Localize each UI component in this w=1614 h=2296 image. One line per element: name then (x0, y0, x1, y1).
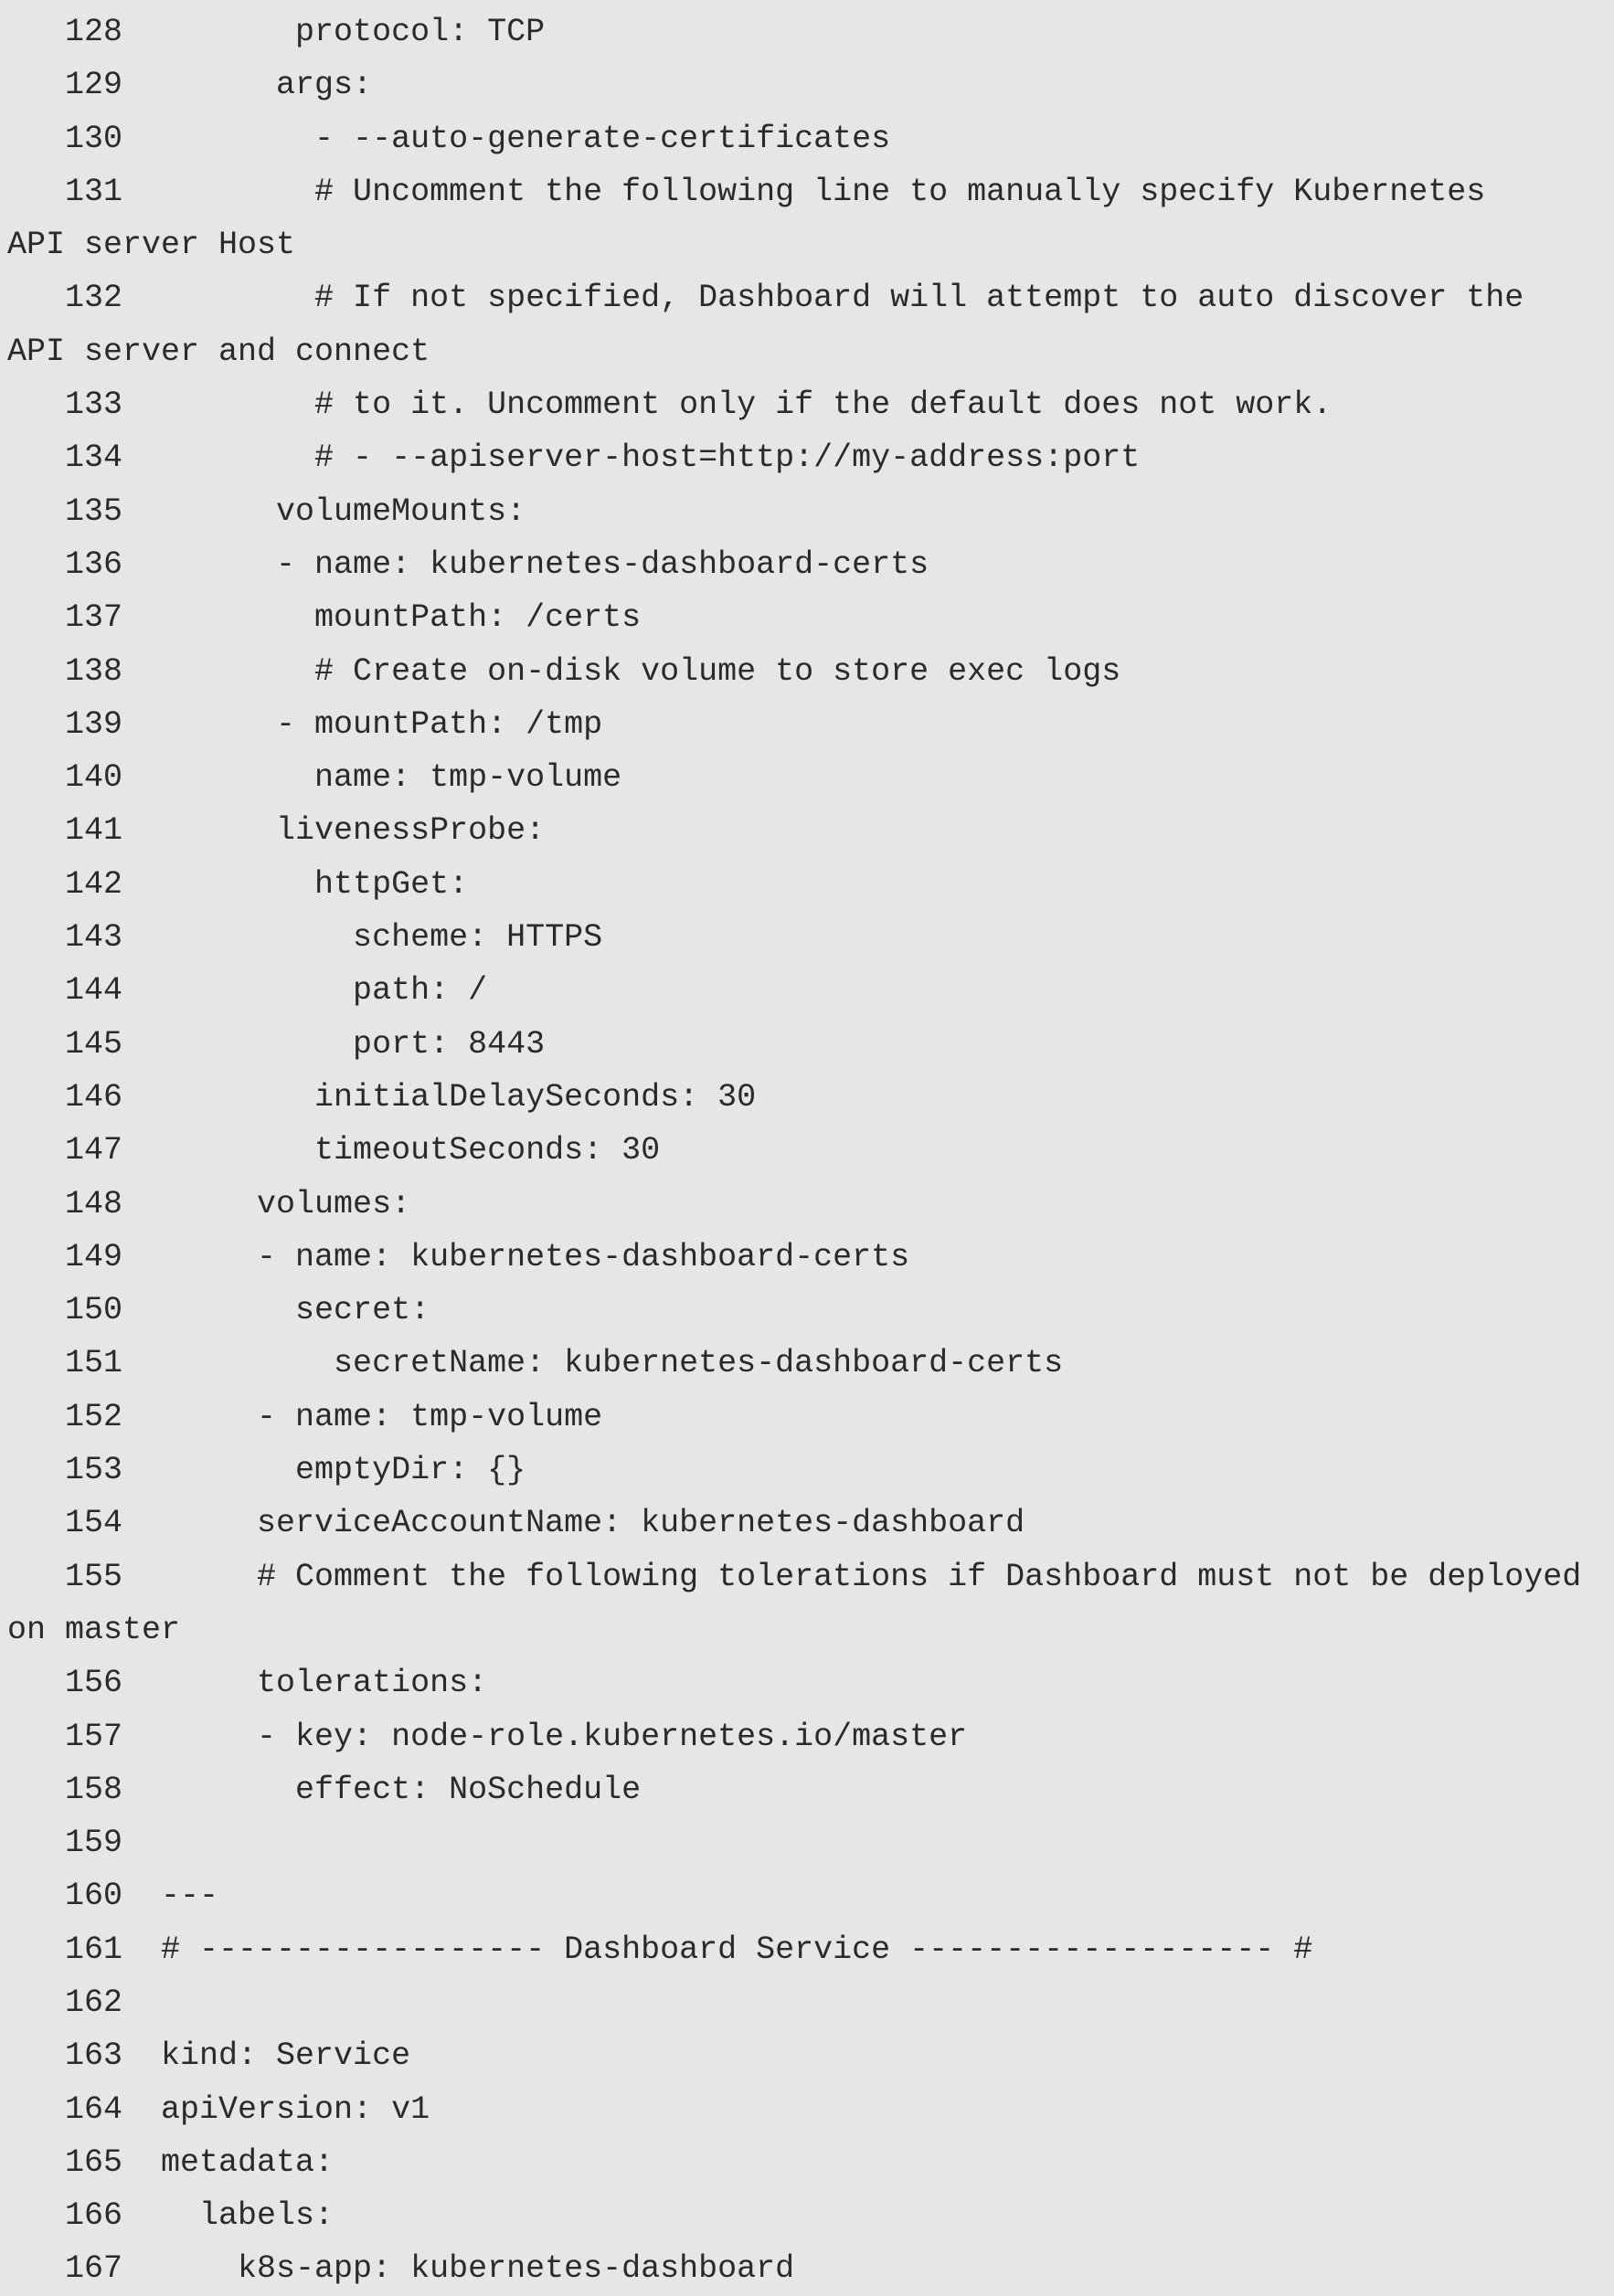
code-line (0, 698, 1614, 751)
code-line (0, 591, 1614, 644)
code-line-text: 165 metadata: (7, 2143, 334, 2181)
code-line (0, 1284, 1614, 1337)
code-line (0, 1816, 1614, 1869)
code-line (0, 1124, 1614, 1177)
code-line (0, 5, 1614, 58)
code-line (0, 1497, 1614, 1550)
code-line (0, 1550, 1614, 1657)
code-line-text: 149 - name: kubernetes-dashboard-certs (7, 1238, 910, 1275)
code-line (0, 751, 1614, 804)
code-line-text: 154 serviceAccountName: kubernetes-dashboard (7, 1505, 1025, 1542)
code-line-text: 135 volumeMounts: (7, 492, 526, 530)
code-line-text: 152 - name: tmp-volume (7, 1398, 603, 1435)
code-line (0, 2242, 1614, 2295)
code-line (0, 378, 1614, 431)
code-line (0, 58, 1614, 111)
code-line-text: 163 kind: Service (7, 2037, 411, 2075)
code-line (0, 1018, 1614, 1071)
code-line-text: 164 apiVersion: v1 (7, 2090, 430, 2128)
code-line (0, 645, 1614, 698)
code-line (0, 112, 1614, 165)
code-line (0, 1710, 1614, 1763)
code-line-wrap-text: on master (7, 1611, 181, 1648)
code-line-wrap-text: API server and connect (7, 333, 430, 370)
code-line (0, 165, 1614, 272)
code-line-text: 160 --- (7, 1878, 219, 1915)
code-line-text: 143 scheme: HTTPS (7, 919, 603, 957)
code-line-text: 153 emptyDir: {} (7, 1452, 526, 1489)
code-line-text: 162 (7, 1984, 123, 2021)
code-line-text: 134 # - --apiserver-host=http://my-address:port (7, 439, 1141, 477)
code-line (0, 431, 1614, 484)
code-line (0, 1337, 1614, 1390)
code-line-text: 142 httpGet: (7, 865, 469, 903)
code-line-text: 167 k8s-app: kubernetes-dashboard (7, 2250, 795, 2288)
code-line (0, 2083, 1614, 2136)
code-line-text: 128 protocol: TCP (7, 14, 546, 50)
code-line (0, 964, 1614, 1017)
code-line (0, 1976, 1614, 2029)
code-line-text: 129 args: (7, 67, 373, 104)
code-line (0, 1763, 1614, 1816)
code-line-text: 130 - --auto-generate-certificates (7, 120, 891, 157)
code-line-text: 157 - key: node-role.kubernetes.io/master (7, 1718, 968, 1755)
code-line (0, 1178, 1614, 1231)
code-line-text: 144 path: / (7, 972, 488, 1010)
code-line (0, 538, 1614, 591)
code-line-text: 155 # Comment the following tolerations if Dashboard must not be deployed (7, 1558, 1582, 1595)
code-line (0, 1071, 1614, 1124)
code-line-text: 136 - name: kubernetes-dashboard-certs (7, 545, 929, 583)
code-line (0, 804, 1614, 857)
code-line-text: 131 # Uncomment the following line to manually specify Kubernetes (7, 173, 1486, 210)
code-line-text: 151 secretName: kubernetes-dashboard-certs (7, 1345, 1064, 1382)
code-line-text: 161 # ------------------ Dashboard Service ------------------- # (7, 1931, 1313, 1968)
code-line-text: 138 # Create on-disk volume to store exec logs (7, 652, 1121, 690)
code-line-text: 158 effect: NoSchedule (7, 1771, 642, 1808)
code-line (0, 1391, 1614, 1444)
code-line-text: 156 tolerations: (7, 1665, 488, 1702)
code-line (0, 1869, 1614, 1922)
code-line-text: 132 # If not specified, Dashboard will attempt to auto discover the (7, 280, 1524, 317)
code-line-text: 166 labels: (7, 2197, 334, 2235)
code-line (0, 485, 1614, 538)
code-line-text: 150 secret: (7, 1292, 430, 1329)
code-line (0, 271, 1614, 378)
code-line-text: 140 name: tmp-volume (7, 759, 622, 797)
code-line (0, 2189, 1614, 2242)
code-line (0, 2029, 1614, 2082)
code-line-wrap-text: API server Host (7, 227, 296, 264)
code-line (0, 1231, 1614, 1284)
code-line (0, 911, 1614, 964)
code-line-text: 137 mountPath: /certs (7, 599, 642, 637)
code-line-text: 141 livenessProbe: (7, 812, 546, 850)
code-line-text: 148 volumes: (7, 1185, 411, 1222)
code-line (0, 1923, 1614, 1976)
code-line-text: 146 initialDelaySeconds: 30 (7, 1078, 757, 1116)
code-line (0, 2136, 1614, 2189)
code-line-text: 133 # to it. Uncomment only if the default does not work. (7, 386, 1333, 424)
code-line-text: 147 timeoutSeconds: 30 (7, 1132, 661, 1169)
code-line (0, 858, 1614, 911)
code-line (0, 1656, 1614, 1709)
code-line-text: 145 port: 8443 (7, 1025, 546, 1063)
code-line (0, 1444, 1614, 1497)
code-line-text: 139 - mountPath: /tmp (7, 705, 603, 743)
code-line-text: 159 (7, 1825, 123, 1862)
